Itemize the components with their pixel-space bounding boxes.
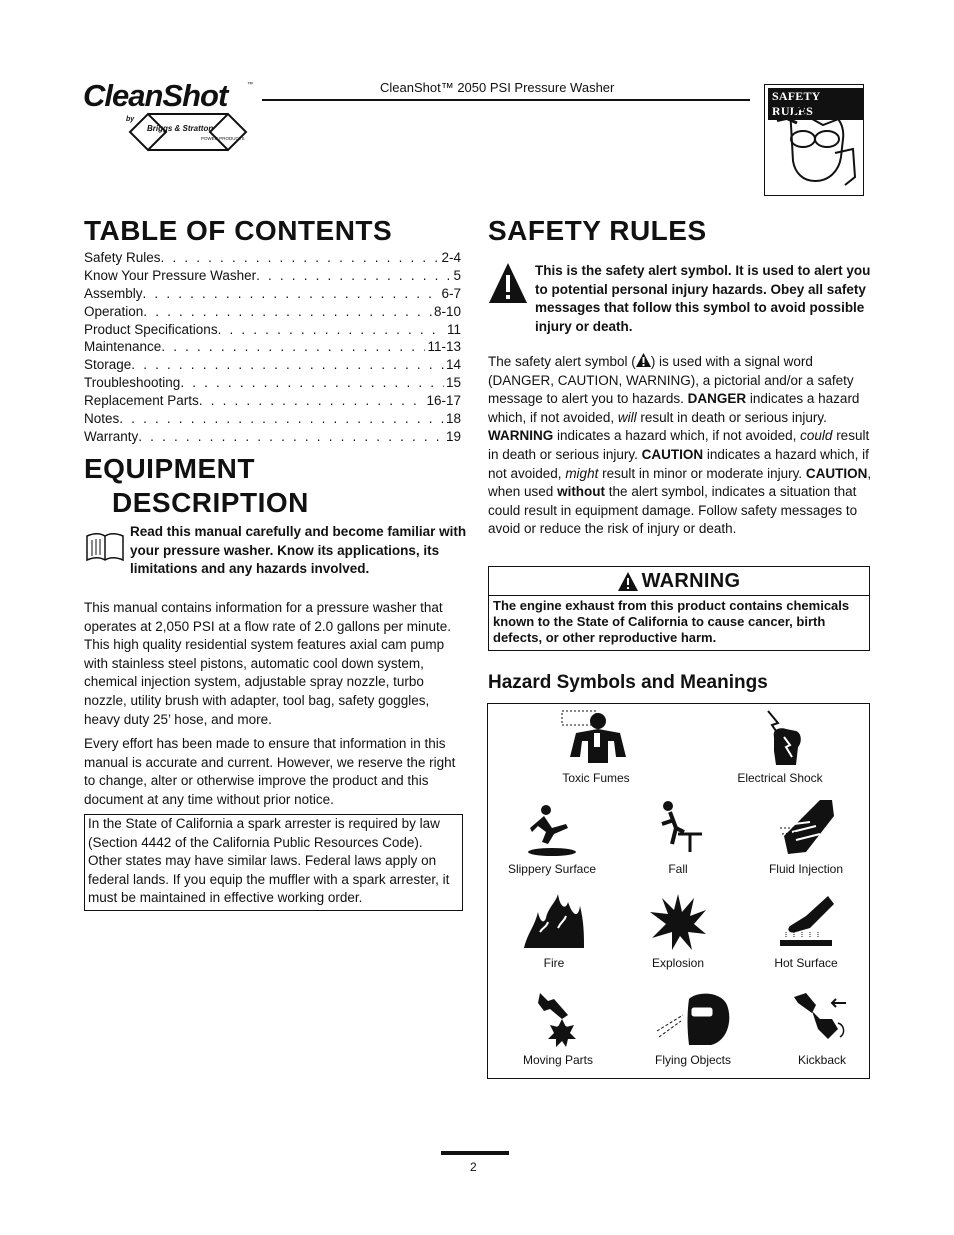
toc-entry-page: 2-4: [441, 250, 461, 265]
hazard-kickback: [772, 989, 872, 1067]
sub-brand-name: Briggs & Stratton: [147, 124, 214, 133]
signal-text-d: result in death or serious injury.: [636, 409, 827, 425]
signal-text-j: the alert symbol, indicates a situation that could result in equipment damage. Follow safety messages to avoid or reduce the risk of injury or death.: [488, 484, 858, 537]
california-spark-arrester-note: In the State of California a spark arrester is required by law (Section 4442 of the California Public Resources Code). Other states may have similar laws. Federal laws apply on federal lands. If you equip the muffler with a spark arrester, it must be maintained in effective working order.: [84, 814, 463, 911]
header-rule: [262, 99, 750, 101]
moving-parts-icon: [528, 989, 588, 1049]
toc-entry-page: 11-13: [427, 339, 461, 355]
page-number: 2: [470, 1160, 477, 1174]
inline-alert-icon: [636, 353, 651, 367]
hazard-label: Fire: [543, 956, 565, 970]
toc-entry: [84, 374, 461, 392]
warning-title: WARNING: [641, 569, 741, 592]
toc-entry-label: Assembly: [84, 285, 143, 301]
signal-text-e: indicates a hazard which, if not avoided,: [553, 428, 801, 444]
table-of-contents: [84, 249, 461, 446]
hazard-label: Toxic Fumes: [562, 771, 630, 785]
goggles-worker-icon: [765, 85, 863, 195]
hazard-symbols-panel: [487, 703, 870, 1079]
toc-leader-dots: [143, 303, 432, 321]
hazard-fire: [504, 892, 604, 970]
toc-leader-dots: [256, 267, 451, 285]
word-danger: DANGER: [687, 391, 747, 407]
flying-objects-icon: [653, 989, 733, 1049]
hazard-electrical-shock: [730, 707, 830, 785]
toc-entry-label: Maintenance: [84, 339, 162, 355]
toc-leader-dots: [143, 285, 440, 303]
safety-rules-badge: [764, 84, 864, 196]
signal-text-c: indicates a hazard which, if not avoided,: [488, 391, 860, 425]
word-without: without: [557, 484, 606, 500]
word-caution-2: CAUTION: [805, 465, 868, 481]
toc-leader-dots: [199, 392, 425, 410]
signal-text-i: , when used: [488, 465, 872, 500]
fluid-injection-icon: [776, 798, 836, 858]
hazard-fluid-injection: [756, 798, 856, 876]
brand-logo: CleanShot: [83, 78, 228, 113]
hazard-flying-objects: [638, 989, 748, 1067]
hazard-label: Slippery Surface: [507, 862, 597, 876]
equipment-heading-line2: DESCRIPTION: [112, 487, 309, 518]
hazard-symbols-heading: Hazard Symbols and Meanings: [488, 672, 768, 693]
toc-entry-label: Safety Rules: [84, 250, 161, 265]
toc-leader-dots: [161, 249, 440, 267]
hazard-label: Explosion: [651, 956, 705, 970]
hazard-slippery-surface: [502, 798, 602, 876]
toc-leader-dots: [180, 374, 444, 392]
toc-entry: [84, 428, 461, 446]
toc-entry-page: 19: [445, 428, 461, 444]
signal-text-b: ) is used with a signal word (DANGER, CAUTION, WARNING), a pictorial and/or a safety message to alert you to hazards.: [488, 354, 854, 407]
toc-entry-label: Product Specifications: [84, 321, 218, 337]
read-manual-note: Read this manual carefully and become familiar with your pressure washer. Know its applications, its limitations and any hazards involved.: [130, 524, 467, 577]
toc-entry: [84, 321, 461, 339]
signal-text-g: indicates a hazard which, if not avoided,: [488, 446, 869, 481]
sub-brand-line2: POWER PRODUCTS: [201, 136, 245, 141]
hazard-label: Fall: [668, 862, 688, 876]
hazard-explosion: [628, 892, 728, 970]
toc-entry: [84, 249, 461, 267]
warning-text: The engine exhaust from this product contains chemicals known to the State of California to cause cancer, birth defects, or other reproductive harm.: [493, 598, 850, 645]
toc-entry-label: Operation: [84, 303, 144, 319]
toc-entry-label: Notes: [84, 411, 120, 427]
toc-entry-page: 14: [445, 357, 461, 373]
toc-entry-label: Storage: [84, 357, 132, 373]
toc-entry-page: 8-10: [433, 303, 461, 319]
word-will: will: [617, 409, 637, 425]
toc-entry: [84, 303, 461, 321]
toc-entry: [84, 338, 461, 356]
brand-trademark: ™: [247, 82, 253, 88]
california-warning-box: [488, 566, 870, 651]
electrical-shock-icon: [750, 707, 810, 767]
equipment-paragraph-2: Every effort has been made to ensure that information in this manual is accurate and current. However, we reserve the right to change, alter or otherwise improve the product and this document at any time without prior notice.: [84, 736, 456, 807]
hazard-toxic-fumes: [546, 707, 646, 785]
warning-header: [489, 567, 869, 596]
equipment-paragraph-1: This manual contains information for a pressure washer that operates at 2,050 PSI at a flow rate of 2.0 gallons per minute. This high quality residential system features axial cam pump with stainless steel pistons, automatic cool down system, chemical injection system, adjustable spray nozzle, turbo nozzle, utility brush with adapter, tool bag, safety goggles, heavy duty 25’ hose, and more.: [84, 600, 451, 727]
hazard-label: Fluid Injection: [768, 862, 844, 876]
signal-words-paragraph: [488, 353, 873, 539]
hazard-label: Kickback: [797, 1053, 847, 1067]
signal-text-a: The safety alert symbol (: [488, 354, 636, 369]
toc-leader-dots: [119, 410, 444, 428]
equipment-heading-line1: EQUIPMENT: [84, 453, 255, 484]
toc-entry-label: Know Your Pressure Washer: [84, 267, 257, 283]
toc-entry: [84, 356, 461, 374]
hazard-label: Hot Surface: [774, 956, 838, 970]
word-could: could: [800, 428, 833, 444]
toxic-fumes-icon: [556, 707, 636, 767]
open-book-icon: [84, 530, 126, 564]
toc-entry-label: Troubleshooting: [84, 375, 181, 391]
word-warning: WARNING: [488, 428, 554, 444]
toc-entry: [84, 285, 461, 303]
toc-entry-page: 6-7: [441, 285, 461, 301]
slippery-surface-icon: [522, 798, 582, 858]
safety-alert-icon: [488, 262, 528, 304]
toc-leader-dots: [161, 338, 425, 356]
toc-leader-dots: [131, 356, 444, 374]
word-caution: CAUTION: [641, 446, 704, 462]
document-title: CleanShot™ 2050 PSI Pressure Washer: [380, 80, 615, 95]
toc-entry-label: Replacement Parts: [84, 393, 199, 409]
warning-alert-icon: [618, 572, 638, 591]
hazard-label: Moving Parts: [522, 1053, 594, 1067]
signal-text-f: result in death or serious injury.: [488, 428, 870, 462]
toc-entry: [84, 267, 461, 285]
alert-symbol-note: This is the safety alert symbol. It is used to alert you to potential personal injury hazards. Obey all safety messages that follow this symbol to avoid possible injury or death.: [535, 263, 871, 334]
toc-entry: [84, 410, 461, 428]
toc-heading: TABLE OF CONTENTS: [84, 215, 393, 246]
fall-icon: [648, 798, 708, 858]
hazard-label: Flying Objects: [654, 1053, 732, 1067]
badge-label: SAFETY RULES: [768, 88, 863, 120]
toc-entry-page: 5: [453, 267, 461, 283]
toc-entry-page: 18: [445, 411, 461, 427]
word-might: might: [565, 465, 599, 481]
hazard-moving-parts: [508, 989, 608, 1067]
signal-text-h: result in minor or moderate injury.: [598, 465, 806, 481]
toc-leader-dots: [218, 321, 445, 339]
safety-rules-heading: SAFETY RULES: [488, 215, 707, 246]
logo-by-text: by: [126, 116, 135, 123]
explosion-icon: [648, 892, 708, 952]
toc-entry: [84, 392, 461, 410]
toc-entry-label: Warranty: [84, 428, 139, 444]
toc-entry-page: 11: [446, 321, 461, 337]
hazard-label: Electrical Shock: [737, 771, 823, 785]
kickback-icon: [792, 989, 852, 1049]
toc-leader-dots: [138, 428, 444, 446]
toc-entry-page: 15: [445, 375, 461, 391]
footer-bar: [441, 1151, 509, 1155]
hazard-fall: [638, 798, 718, 876]
toc-entry-page: 16-17: [426, 393, 461, 409]
hot-surface-icon: [776, 892, 836, 952]
fire-icon: [522, 892, 586, 952]
hazard-hot-surface: [756, 892, 856, 970]
